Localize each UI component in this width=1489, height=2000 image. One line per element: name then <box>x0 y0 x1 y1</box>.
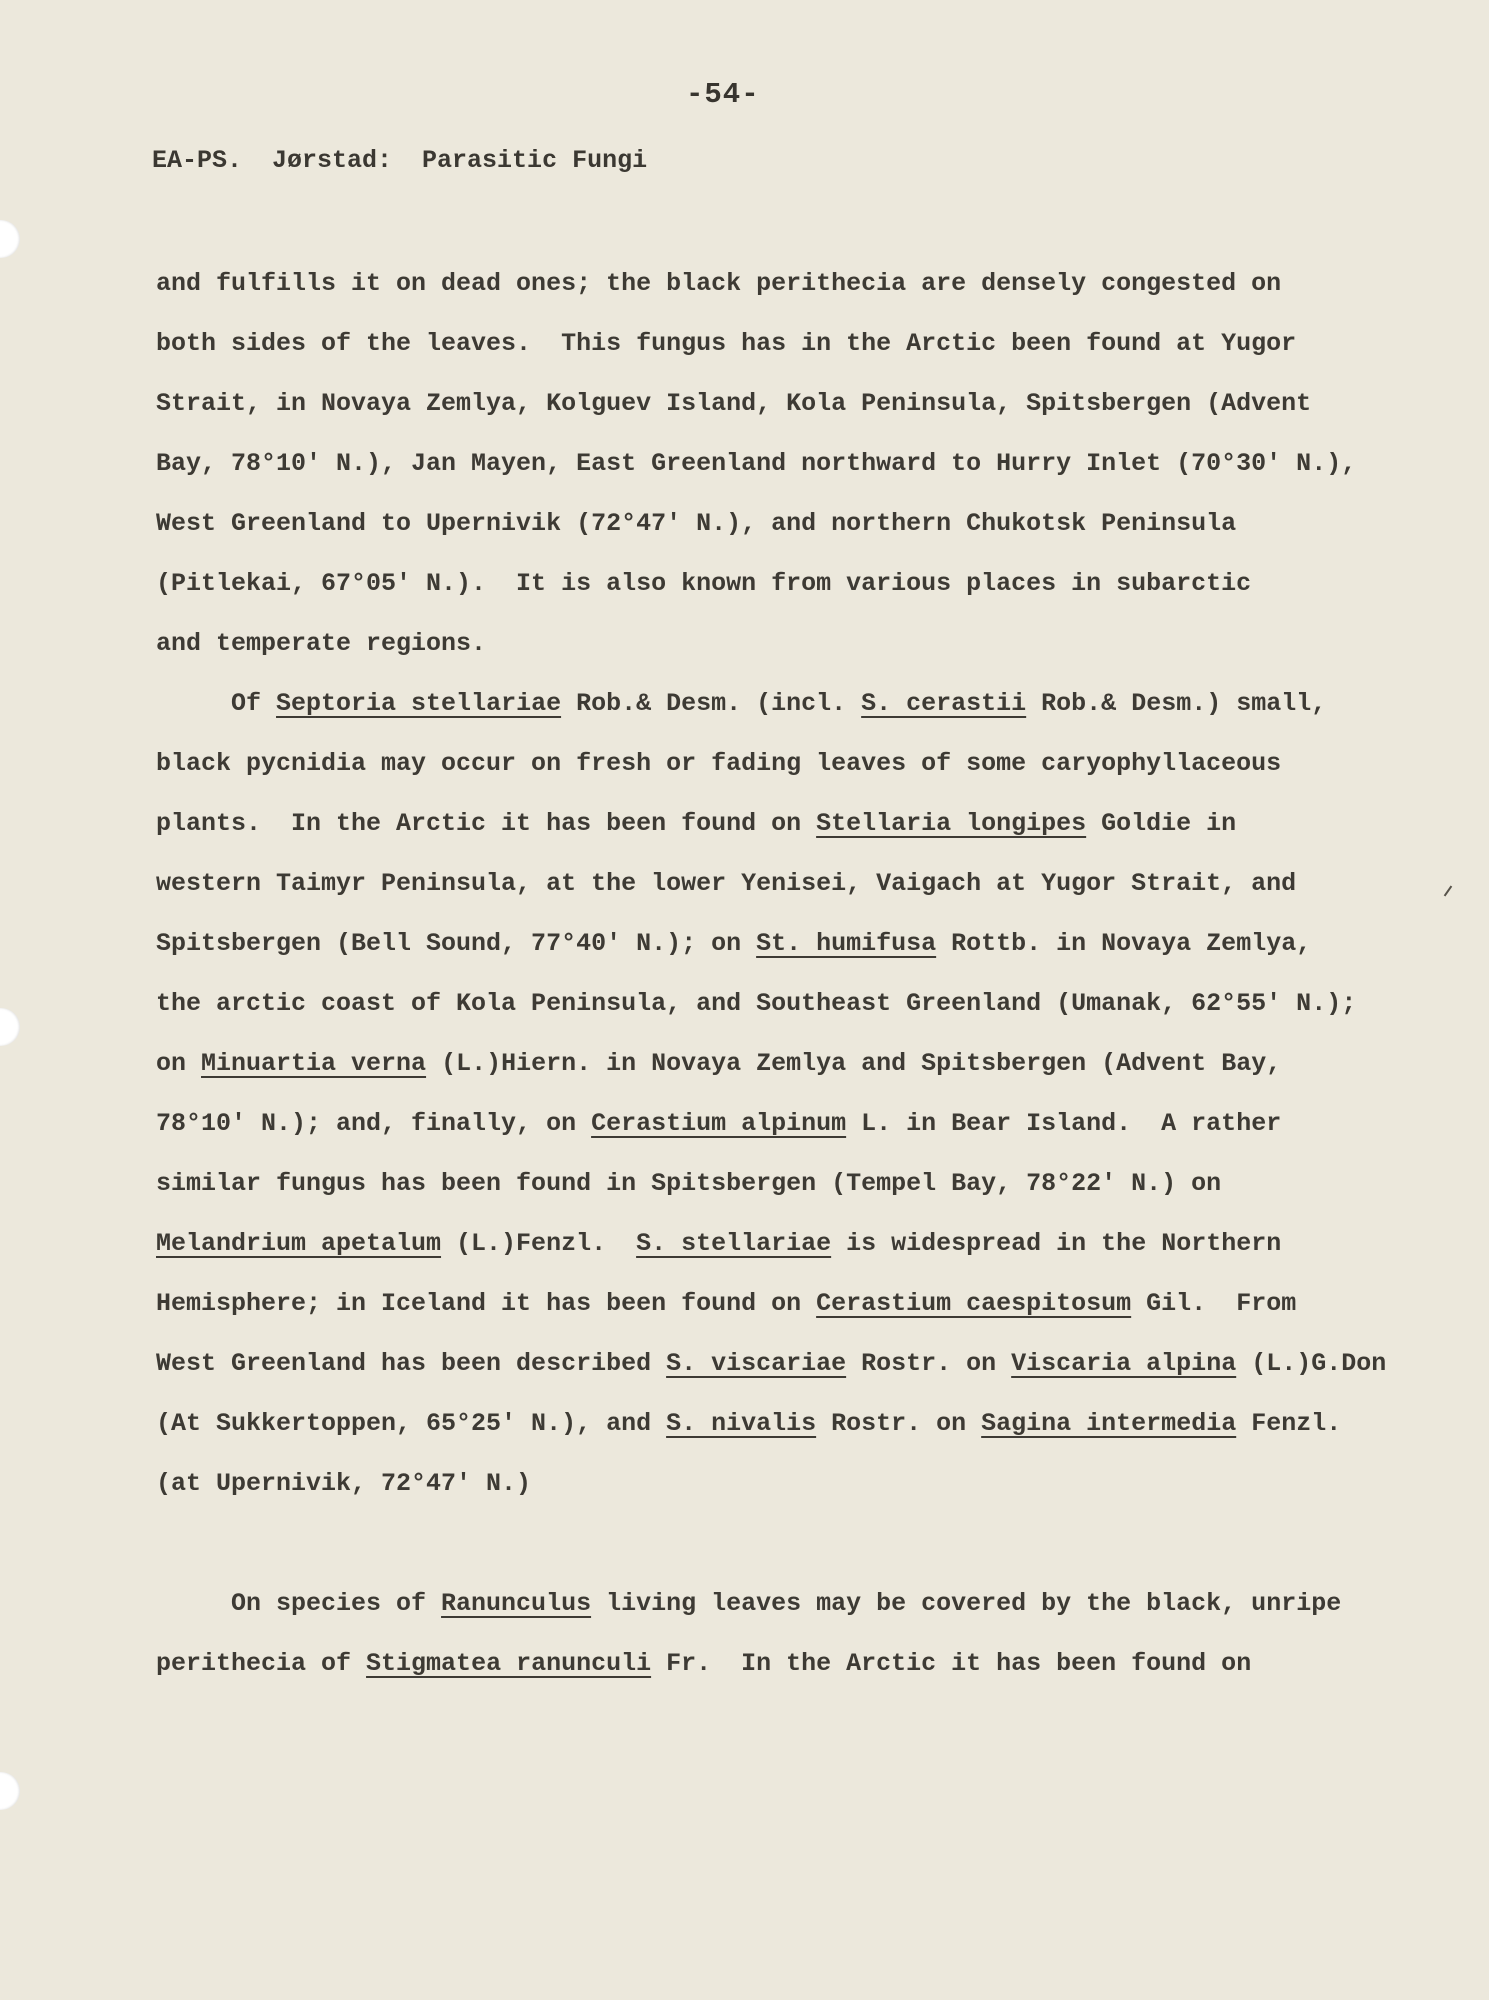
text-segment: Spitsbergen (Bell Sound, 77°40' N.); on <box>156 929 757 958</box>
underlined-taxon-name: S. cerastii <box>861 689 1027 718</box>
underlined-taxon-name: Septoria stellariae <box>276 689 562 718</box>
text-segment: Rostr. on <box>846 1349 1012 1378</box>
underlined-taxon-name: Cerastium caespitosum <box>816 1289 1132 1318</box>
text-line <box>156 1638 1381 1698</box>
text-line: and temperate regions. <box>156 629 487 658</box>
text-line <box>156 1098 1381 1158</box>
text-segment: Rob.& Desm. (incl. <box>561 689 862 718</box>
text-segment: L. in Bear Island. A rather <box>846 1109 1282 1138</box>
text-segment: (At Sukkertoppen, 65°25' N.), and <box>156 1409 667 1438</box>
page-number: -54- <box>686 78 760 111</box>
text-segment: Gil. From <box>1131 1289 1297 1318</box>
text-line <box>156 1218 1381 1278</box>
underlined-taxon-name: St. humifusa <box>756 929 937 958</box>
text-line: western Taimyr Peninsula, at the lower Yenisei, Vaigach at Yugor Strait, and <box>156 869 1297 898</box>
text-segment: Fr. In the Arctic it has been found on <box>651 1649 1252 1678</box>
text-line: (at Upernivik, 72°47' N.) <box>156 1469 532 1498</box>
text-line <box>156 678 1381 738</box>
text-segment: Rostr. on <box>816 1409 982 1438</box>
text-segment: Goldie in <box>1086 809 1237 838</box>
punch-hole <box>0 1772 20 1810</box>
underlined-taxon-name: Sagina intermedia <box>981 1409 1237 1438</box>
underlined-taxon-name: Stellaria longipes <box>816 809 1087 838</box>
text-line: and fulfills it on dead ones; the black perithecia are densely congested on <box>156 269 1282 298</box>
underlined-taxon-name: Melandrium apetalum <box>156 1229 442 1258</box>
underlined-taxon-name: Minuartia verna <box>201 1049 427 1078</box>
text-line <box>156 918 1381 978</box>
body-text <box>156 258 1387 1698</box>
text-segment: Hemisphere; in Iceland it has been found on <box>156 1289 817 1318</box>
text-line: both sides of the leaves. This fungus has in the Arctic been found at Yugor <box>156 329 1297 358</box>
text-segment: on <box>156 1049 202 1078</box>
text-line: the arctic coast of Kola Peninsula, and Southeast Greenland (Umanak, 62°55' N.); <box>156 989 1357 1018</box>
text-segment: is widespread in the Northern <box>831 1229 1282 1258</box>
text-segment: West Greenland has been described <box>156 1349 667 1378</box>
punch-hole <box>0 220 20 258</box>
running-header: EA-PS. Jørstad: Parasitic Fungi <box>152 146 648 175</box>
underlined-taxon-name: S. stellariae <box>636 1229 832 1258</box>
text-line: (Pitlekai, 67°05' N.). It is also known from various places in subarctic <box>156 569 1252 598</box>
text-segment: (L.)Hiern. in Novaya Zemlya and Spitsbergen (Advent Bay, <box>426 1049 1282 1078</box>
underlined-taxon-name: Stigmatea ranunculi <box>366 1649 652 1678</box>
underlined-taxon-name: Ranunculus <box>441 1589 592 1618</box>
punch-hole <box>0 1008 20 1046</box>
text-line <box>156 798 1381 858</box>
text-line: Bay, 78°10' N.), Jan Mayen, East Greenland northward to Hurry Inlet (70°30' N.), <box>156 449 1357 478</box>
text-segment: (L.)Fenzl. <box>441 1229 637 1258</box>
underlined-taxon-name: Viscaria alpina <box>1011 1349 1237 1378</box>
text-line: black pycnidia may occur on fresh or fading leaves of some caryophyllaceous <box>156 749 1282 778</box>
text-line: West Greenland to Upernivik (72°47' N.), and northern Chukotsk Peninsula <box>156 509 1237 538</box>
underlined-taxon-name: S. nivalis <box>666 1409 817 1438</box>
pencil-mark <box>1444 886 1453 897</box>
text-segment: living leaves may be covered by the black, unripe <box>591 1589 1342 1618</box>
text-segment: 78°10' N.); and, finally, on <box>156 1109 592 1138</box>
text-segment: Rottb. in Novaya Zemlya, <box>936 929 1312 958</box>
text-line <box>156 1038 1381 1098</box>
text-segment: Of <box>156 689 277 718</box>
text-line <box>156 1338 1387 1398</box>
text-segment: (L.)G.Don <box>1236 1349 1387 1378</box>
text-segment: Fenzl. <box>1236 1409 1342 1438</box>
text-segment: On species of <box>156 1589 442 1618</box>
text-line: similar fungus has been found in Spitsbergen (Tempel Bay, 78°22' N.) on <box>156 1169 1222 1198</box>
text-segment: Rob.& Desm.) small, <box>1026 689 1327 718</box>
text-line <box>156 1578 1381 1638</box>
text-segment: plants. In the Arctic it has been found on <box>156 809 817 838</box>
underlined-taxon-name: Cerastium alpinum <box>591 1109 847 1138</box>
underlined-taxon-name: S. viscariae <box>666 1349 847 1378</box>
text-line: Strait, in Novaya Zemlya, Kolguev Island, Kola Peninsula, Spitsbergen (Advent <box>156 389 1312 418</box>
text-segment: perithecia of <box>156 1649 367 1678</box>
text-line <box>156 1398 1381 1458</box>
text-line <box>156 1278 1381 1338</box>
paragraph-gap <box>156 1518 1381 1578</box>
